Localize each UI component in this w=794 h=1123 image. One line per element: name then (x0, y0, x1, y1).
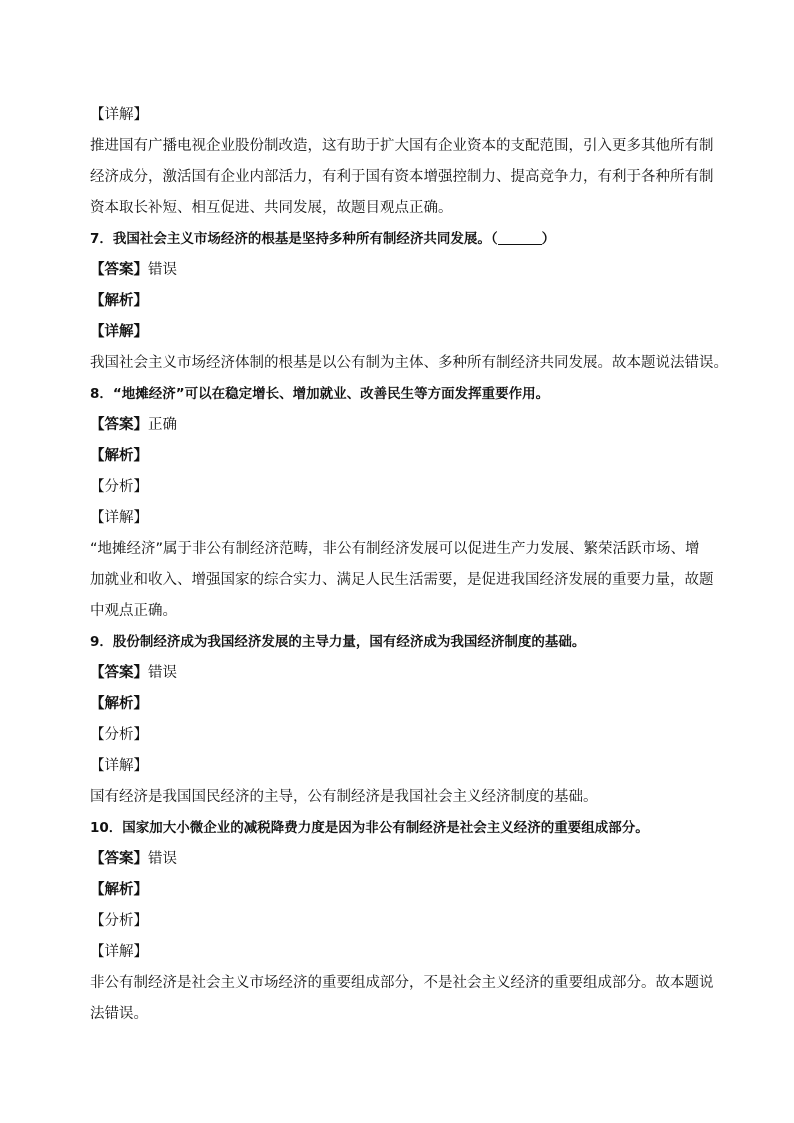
detail-label: 【详解】 (90, 107, 148, 123)
detail-line: 国有经济是我国国民经济的主导，公有制经济是我国社会主义经济制度的基础。 (90, 789, 598, 805)
detail-label: 【详解】 (90, 758, 148, 774)
detail-paragraph (90, 782, 704, 813)
question-text: 7．我国社会主义市场经济的根基是坚持多种所有制经济共同发展。（ (90, 231, 498, 247)
analysis-label: 【解析】 (90, 696, 148, 712)
question-tail: ） (541, 231, 556, 247)
answer-row (90, 658, 704, 689)
detail-line: 加就业和收入、增强国家的综合实力、满足人民生活需要，是促进我国经济发展的重要力量，故题 (90, 572, 714, 588)
detail-line: 我国社会主义市场经济体制的根基是以公有制为主体、多种所有制经济共同发展。故本题说法错误。 (90, 355, 728, 371)
detail-paragraph (90, 534, 714, 627)
fenxi-label: 【分析】 (90, 913, 148, 929)
detail-line: 推进国有广播电视企业股份制改造，这有助于扩大国有企业资本的支配范围，引入更多其他所有制 (90, 138, 714, 154)
detail-label: 【详解】 (90, 324, 148, 340)
answer-value: 错误 (148, 665, 177, 681)
detail-paragraph (90, 348, 728, 379)
detail-line: 经济成分，激活国有企业内部活力，有利于国有资本增强控制力、提高竞争力，有利于各种所有制 (90, 169, 714, 185)
answer-row (90, 410, 704, 441)
analysis-label: 【解析】 (90, 448, 148, 464)
detail-line: 法错误。 (90, 1006, 148, 1022)
detail-paragraph (90, 968, 714, 1030)
answer-row (90, 255, 704, 286)
question-9: 9．股份制经济成为我国经济发展的主导力量，国有经济成为我国经济制度的基础。 (90, 634, 586, 650)
detail-paragraph (90, 131, 714, 224)
answer-row (90, 844, 704, 875)
detail-label: 【详解】 (90, 944, 148, 960)
answer-value: 正确 (148, 417, 177, 433)
answer-label: 【答案】 (90, 665, 148, 681)
fenxi-label: 【分析】 (90, 727, 148, 743)
answer-value: 错误 (148, 851, 177, 867)
answer-blank (498, 230, 542, 245)
question-10: 10．国家加大小微企业的减税降费力度是因为非公有制经济是社会主义经济的重要组成部分。 (90, 820, 649, 836)
fenxi-label: 【分析】 (90, 479, 148, 495)
document-page (90, 100, 728, 1030)
analysis-label: 【解析】 (90, 293, 148, 309)
answer-label: 【答案】 (90, 262, 148, 278)
analysis-label: 【解析】 (90, 882, 148, 898)
detail-line: 资本取长补短、相互促进、共同发展，故题目观点正确。 (90, 200, 453, 216)
detail-line: 非公有制经济是社会主义市场经济的重要组成部分，不是社会主义经济的重要组成部分。故本题说 (90, 975, 714, 991)
detail-line: “地摊经济”属于非公有制经济范畴，非公有制经济发展可以促进生产力发展、繁荣活跃市场、增 (90, 541, 700, 557)
answer-label: 【答案】 (90, 417, 148, 433)
detail-label: 【详解】 (90, 510, 148, 526)
question-7 (90, 224, 704, 255)
answer-value: 错误 (148, 262, 177, 278)
detail-line: 中观点正确。 (90, 603, 177, 619)
question-8: 8．“地摊经济”可以在稳定增长、增加就业、改善民生等方面发挥重要作用。 (90, 386, 550, 402)
answer-label: 【答案】 (90, 851, 148, 867)
